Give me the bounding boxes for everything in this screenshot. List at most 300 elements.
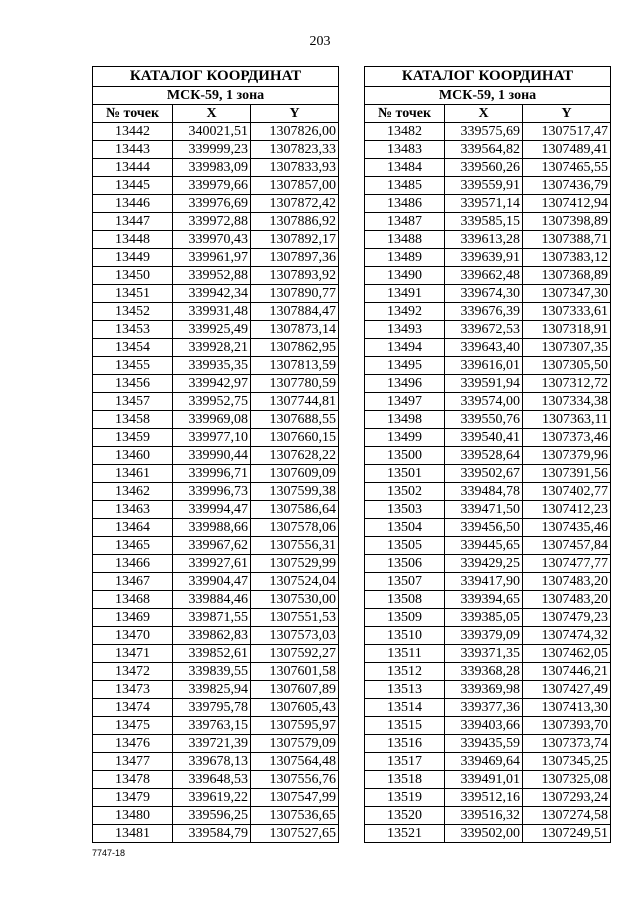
table-row [365, 807, 611, 825]
table-row [365, 213, 611, 231]
y-coordinate-cell: 1307312,72 [523, 375, 611, 393]
catalog-title: КАТАЛОГ КООРДИНАТ [93, 67, 339, 87]
point-number-cell: 13513 [365, 681, 445, 699]
y-coordinate-cell: 1307435,46 [523, 519, 611, 537]
x-coordinate-cell: 339969,08 [173, 411, 251, 429]
y-coordinate-cell: 1307307,35 [523, 339, 611, 357]
x-coordinate-cell: 339616,01 [445, 357, 523, 375]
y-coordinate-cell: 1307833,93 [251, 159, 339, 177]
x-coordinate-cell: 339502,67 [445, 465, 523, 483]
point-number-cell: 13486 [365, 195, 445, 213]
y-coordinate-cell: 1307599,38 [251, 483, 339, 501]
x-coordinate-cell: 339972,88 [173, 213, 251, 231]
y-coordinate-cell: 1307483,20 [523, 591, 611, 609]
x-coordinate-cell: 339591,94 [445, 375, 523, 393]
point-number-cell: 13448 [93, 231, 173, 249]
table-row [365, 573, 611, 591]
x-coordinate-cell: 339999,23 [173, 141, 251, 159]
point-number-cell: 13505 [365, 537, 445, 555]
table-row [365, 249, 611, 267]
point-number-cell: 13487 [365, 213, 445, 231]
point-number-cell: 13472 [93, 663, 173, 681]
table-row [93, 267, 339, 285]
x-coordinate-cell: 339996,73 [173, 483, 251, 501]
x-coordinate-cell: 339403,66 [445, 717, 523, 735]
point-number-cell: 13506 [365, 555, 445, 573]
x-coordinate-cell: 339369,98 [445, 681, 523, 699]
y-coordinate-cell: 1307402,77 [523, 483, 611, 501]
table-row [93, 249, 339, 267]
table-row [93, 411, 339, 429]
x-coordinate-cell: 339952,75 [173, 393, 251, 411]
table-row [365, 411, 611, 429]
column-header-point: № точек [365, 105, 445, 123]
y-coordinate-cell: 1307744,81 [251, 393, 339, 411]
y-coordinate-cell: 1307578,06 [251, 519, 339, 537]
table-row [93, 789, 339, 807]
point-number-cell: 13478 [93, 771, 173, 789]
table-row [365, 483, 611, 501]
y-coordinate-cell: 1307780,59 [251, 375, 339, 393]
table-row [93, 321, 339, 339]
y-coordinate-cell: 1307391,56 [523, 465, 611, 483]
y-coordinate-cell: 1307465,55 [523, 159, 611, 177]
table-row [93, 429, 339, 447]
y-coordinate-cell: 1307347,30 [523, 285, 611, 303]
point-number-cell: 13451 [93, 285, 173, 303]
x-coordinate-cell: 339925,49 [173, 321, 251, 339]
table-row [365, 825, 611, 843]
table-row [365, 141, 611, 159]
table-row [365, 375, 611, 393]
y-coordinate-cell: 1307862,95 [251, 339, 339, 357]
y-coordinate-cell: 1307556,76 [251, 771, 339, 789]
x-coordinate-cell: 339721,39 [173, 735, 251, 753]
y-coordinate-cell: 1307318,91 [523, 321, 611, 339]
y-coordinate-cell: 1307872,42 [251, 195, 339, 213]
table-row [93, 735, 339, 753]
catalog-title: КАТАЛОГ КООРДИНАТ [365, 67, 611, 87]
y-coordinate-cell: 1307334,38 [523, 393, 611, 411]
y-coordinate-cell: 1307527,65 [251, 825, 339, 843]
point-number-cell: 13455 [93, 357, 173, 375]
x-coordinate-cell: 339672,53 [445, 321, 523, 339]
table-row [93, 195, 339, 213]
y-coordinate-cell: 1307884,47 [251, 303, 339, 321]
point-number-cell: 13500 [365, 447, 445, 465]
table-row [93, 771, 339, 789]
y-coordinate-cell: 1307412,23 [523, 501, 611, 519]
y-coordinate-cell: 1307823,33 [251, 141, 339, 159]
x-coordinate-cell: 339445,65 [445, 537, 523, 555]
x-coordinate-cell: 339559,91 [445, 177, 523, 195]
point-number-cell: 13501 [365, 465, 445, 483]
y-coordinate-cell: 1307890,77 [251, 285, 339, 303]
y-coordinate-cell: 1307479,23 [523, 609, 611, 627]
table-row [365, 771, 611, 789]
table-row [93, 699, 339, 717]
x-coordinate-cell: 339560,26 [445, 159, 523, 177]
y-coordinate-cell: 1307595,97 [251, 717, 339, 735]
point-number-cell: 13457 [93, 393, 173, 411]
table-row [93, 465, 339, 483]
x-coordinate-cell: 339678,13 [173, 753, 251, 771]
x-coordinate-cell: 339795,78 [173, 699, 251, 717]
x-coordinate-cell: 339540,41 [445, 429, 523, 447]
x-coordinate-cell: 339584,79 [173, 825, 251, 843]
x-coordinate-cell: 339648,53 [173, 771, 251, 789]
x-coordinate-cell: 339471,50 [445, 501, 523, 519]
table-row [365, 645, 611, 663]
x-coordinate-cell: 339967,62 [173, 537, 251, 555]
coordinate-catalog-right [364, 66, 611, 843]
point-number-cell: 13497 [365, 393, 445, 411]
y-coordinate-cell: 1307398,89 [523, 213, 611, 231]
point-number-cell: 13494 [365, 339, 445, 357]
x-coordinate-cell: 339550,76 [445, 411, 523, 429]
y-coordinate-cell: 1307373,74 [523, 735, 611, 753]
table-row [365, 627, 611, 645]
x-coordinate-cell: 339619,22 [173, 789, 251, 807]
table-row [365, 321, 611, 339]
point-number-cell: 13461 [93, 465, 173, 483]
point-number-cell: 13476 [93, 735, 173, 753]
y-coordinate-cell: 1307249,51 [523, 825, 611, 843]
x-coordinate-cell: 339435,59 [445, 735, 523, 753]
x-coordinate-cell: 339961,97 [173, 249, 251, 267]
y-coordinate-cell: 1307813,59 [251, 357, 339, 375]
y-coordinate-cell: 1307551,53 [251, 609, 339, 627]
y-coordinate-cell: 1307293,24 [523, 789, 611, 807]
table-row [365, 339, 611, 357]
table-row [93, 285, 339, 303]
table-row [365, 231, 611, 249]
point-number-cell: 13508 [365, 591, 445, 609]
point-number-cell: 13479 [93, 789, 173, 807]
y-coordinate-cell: 1307564,48 [251, 753, 339, 771]
y-coordinate-cell: 1307413,30 [523, 699, 611, 717]
y-coordinate-cell: 1307586,64 [251, 501, 339, 519]
x-coordinate-cell: 339994,47 [173, 501, 251, 519]
table-row [365, 537, 611, 555]
table-row [93, 681, 339, 699]
table-row [365, 789, 611, 807]
point-number-cell: 13459 [93, 429, 173, 447]
x-coordinate-cell: 339456,50 [445, 519, 523, 537]
point-number-cell: 13485 [365, 177, 445, 195]
y-coordinate-cell: 1307333,61 [523, 303, 611, 321]
point-number-cell: 13503 [365, 501, 445, 519]
y-coordinate-cell: 1307436,79 [523, 177, 611, 195]
x-coordinate-cell: 339596,25 [173, 807, 251, 825]
y-coordinate-cell: 1307305,50 [523, 357, 611, 375]
point-number-cell: 13495 [365, 357, 445, 375]
x-coordinate-cell: 339935,35 [173, 357, 251, 375]
x-coordinate-cell: 340021,51 [173, 123, 251, 141]
y-coordinate-cell: 1307462,05 [523, 645, 611, 663]
point-number-cell: 13442 [93, 123, 173, 141]
y-coordinate-cell: 1307383,12 [523, 249, 611, 267]
x-coordinate-cell: 339643,40 [445, 339, 523, 357]
x-coordinate-cell: 339976,69 [173, 195, 251, 213]
x-coordinate-cell: 339417,90 [445, 573, 523, 591]
y-coordinate-cell: 1307388,71 [523, 231, 611, 249]
y-coordinate-cell: 1307489,41 [523, 141, 611, 159]
point-number-cell: 13470 [93, 627, 173, 645]
point-number-cell: 13467 [93, 573, 173, 591]
y-coordinate-cell: 1307530,00 [251, 591, 339, 609]
point-number-cell: 13489 [365, 249, 445, 267]
y-coordinate-cell: 1307536,65 [251, 807, 339, 825]
y-coordinate-cell: 1307524,04 [251, 573, 339, 591]
point-number-cell: 13450 [93, 267, 173, 285]
x-coordinate-cell: 339564,82 [445, 141, 523, 159]
point-number-cell: 13445 [93, 177, 173, 195]
x-coordinate-cell: 339862,83 [173, 627, 251, 645]
point-number-cell: 13514 [365, 699, 445, 717]
x-coordinate-cell: 339852,61 [173, 645, 251, 663]
point-number-cell: 13521 [365, 825, 445, 843]
table-row [93, 393, 339, 411]
x-coordinate-cell: 339825,94 [173, 681, 251, 699]
x-coordinate-cell: 339904,47 [173, 573, 251, 591]
y-coordinate-cell: 1307893,92 [251, 267, 339, 285]
x-coordinate-cell: 339884,46 [173, 591, 251, 609]
catalog-body-left [93, 123, 339, 843]
column-header-point: № точек [93, 105, 173, 123]
point-number-cell: 13449 [93, 249, 173, 267]
point-number-cell: 13443 [93, 141, 173, 159]
table-row [93, 753, 339, 771]
table-row [93, 213, 339, 231]
y-coordinate-cell: 1307556,31 [251, 537, 339, 555]
x-coordinate-cell: 339575,69 [445, 123, 523, 141]
x-coordinate-cell: 339979,66 [173, 177, 251, 195]
table-row [93, 303, 339, 321]
x-coordinate-cell: 339385,05 [445, 609, 523, 627]
x-coordinate-cell: 339996,71 [173, 465, 251, 483]
table-row [365, 195, 611, 213]
table-row [93, 519, 339, 537]
catalog-body-right [365, 123, 611, 843]
column-header-x: X [173, 105, 251, 123]
point-number-cell: 13465 [93, 537, 173, 555]
x-coordinate-cell: 339763,15 [173, 717, 251, 735]
y-coordinate-cell: 1307457,84 [523, 537, 611, 555]
table-row [365, 501, 611, 519]
x-coordinate-cell: 339839,55 [173, 663, 251, 681]
table-row [93, 591, 339, 609]
y-coordinate-cell: 1307363,11 [523, 411, 611, 429]
point-number-cell: 13452 [93, 303, 173, 321]
point-number-cell: 13502 [365, 483, 445, 501]
y-coordinate-cell: 1307474,32 [523, 627, 611, 645]
table-row [93, 447, 339, 465]
y-coordinate-cell: 1307529,99 [251, 555, 339, 573]
table-row [365, 393, 611, 411]
column-header-y: Y [523, 105, 611, 123]
table-row [93, 627, 339, 645]
point-number-cell: 13520 [365, 807, 445, 825]
y-coordinate-cell: 1307427,49 [523, 681, 611, 699]
y-coordinate-cell: 1307393,70 [523, 717, 611, 735]
y-coordinate-cell: 1307897,36 [251, 249, 339, 267]
point-number-cell: 13491 [365, 285, 445, 303]
point-number-cell: 13474 [93, 699, 173, 717]
x-coordinate-cell: 339613,28 [445, 231, 523, 249]
point-number-cell: 13460 [93, 447, 173, 465]
x-coordinate-cell: 339379,09 [445, 627, 523, 645]
point-number-cell: 13458 [93, 411, 173, 429]
table-row [365, 357, 611, 375]
y-coordinate-cell: 1307517,47 [523, 123, 611, 141]
x-coordinate-cell: 339871,55 [173, 609, 251, 627]
y-coordinate-cell: 1307477,77 [523, 555, 611, 573]
x-coordinate-cell: 339983,09 [173, 159, 251, 177]
table-row [365, 123, 611, 141]
x-coordinate-cell: 339368,28 [445, 663, 523, 681]
x-coordinate-cell: 339377,36 [445, 699, 523, 717]
table-row [93, 231, 339, 249]
point-number-cell: 13480 [93, 807, 173, 825]
table-row [365, 447, 611, 465]
table-row [365, 285, 611, 303]
point-number-cell: 13515 [365, 717, 445, 735]
zone-label: МСК-59, 1 зона [93, 87, 339, 105]
x-coordinate-cell: 339990,44 [173, 447, 251, 465]
point-number-cell: 13499 [365, 429, 445, 447]
table-row [93, 645, 339, 663]
y-coordinate-cell: 1307379,96 [523, 447, 611, 465]
y-coordinate-cell: 1307857,00 [251, 177, 339, 195]
point-number-cell: 13463 [93, 501, 173, 519]
table-row [365, 753, 611, 771]
point-number-cell: 13509 [365, 609, 445, 627]
table-row [93, 159, 339, 177]
point-number-cell: 13456 [93, 375, 173, 393]
y-coordinate-cell: 1307579,09 [251, 735, 339, 753]
point-number-cell: 13477 [93, 753, 173, 771]
x-coordinate-cell: 339970,43 [173, 231, 251, 249]
table-row [93, 537, 339, 555]
point-number-cell: 13483 [365, 141, 445, 159]
table-row [365, 717, 611, 735]
y-coordinate-cell: 1307688,55 [251, 411, 339, 429]
table-row [365, 267, 611, 285]
point-number-cell: 13512 [365, 663, 445, 681]
y-coordinate-cell: 1307373,46 [523, 429, 611, 447]
point-number-cell: 13516 [365, 735, 445, 753]
point-number-cell: 13510 [365, 627, 445, 645]
point-number-cell: 13466 [93, 555, 173, 573]
x-coordinate-cell: 339931,48 [173, 303, 251, 321]
point-number-cell: 13496 [365, 375, 445, 393]
x-coordinate-cell: 339988,66 [173, 519, 251, 537]
y-coordinate-cell: 1307573,03 [251, 627, 339, 645]
coordinate-catalog-left [92, 66, 339, 843]
table-row [365, 663, 611, 681]
table-row [93, 663, 339, 681]
point-number-cell: 13468 [93, 591, 173, 609]
x-coordinate-cell: 339585,15 [445, 213, 523, 231]
page-number: 203 [309, 34, 331, 49]
y-coordinate-cell: 1307446,21 [523, 663, 611, 681]
point-number-cell: 13492 [365, 303, 445, 321]
point-number-cell: 13493 [365, 321, 445, 339]
table-row [365, 591, 611, 609]
x-coordinate-cell: 339928,21 [173, 339, 251, 357]
y-coordinate-cell: 1307274,58 [523, 807, 611, 825]
y-coordinate-cell: 1307345,25 [523, 753, 611, 771]
point-number-cell: 13453 [93, 321, 173, 339]
y-coordinate-cell: 1307609,09 [251, 465, 339, 483]
x-coordinate-cell: 339574,00 [445, 393, 523, 411]
x-coordinate-cell: 339662,48 [445, 267, 523, 285]
x-coordinate-cell: 339469,64 [445, 753, 523, 771]
table-row [93, 483, 339, 501]
table-row [93, 825, 339, 843]
point-number-cell: 13518 [365, 771, 445, 789]
table-row [365, 429, 611, 447]
y-coordinate-cell: 1307607,89 [251, 681, 339, 699]
y-coordinate-cell: 1307886,92 [251, 213, 339, 231]
x-coordinate-cell: 339502,00 [445, 825, 523, 843]
y-coordinate-cell: 1307826,00 [251, 123, 339, 141]
table-row [365, 555, 611, 573]
point-number-cell: 13507 [365, 573, 445, 591]
table-row [93, 141, 339, 159]
x-coordinate-cell: 339394,65 [445, 591, 523, 609]
y-coordinate-cell: 1307628,22 [251, 447, 339, 465]
x-coordinate-cell: 339516,32 [445, 807, 523, 825]
table-row [93, 357, 339, 375]
point-number-cell: 13464 [93, 519, 173, 537]
point-number-cell: 13504 [365, 519, 445, 537]
x-coordinate-cell: 339942,34 [173, 285, 251, 303]
y-coordinate-cell: 1307368,89 [523, 267, 611, 285]
table-row [93, 573, 339, 591]
table-row [365, 681, 611, 699]
y-coordinate-cell: 1307660,15 [251, 429, 339, 447]
point-number-cell: 13475 [93, 717, 173, 735]
point-number-cell: 13481 [93, 825, 173, 843]
x-coordinate-cell: 339674,30 [445, 285, 523, 303]
y-coordinate-cell: 1307873,14 [251, 321, 339, 339]
y-coordinate-cell: 1307325,08 [523, 771, 611, 789]
zone-label: МСК-59, 1 зона [365, 87, 611, 105]
point-number-cell: 13454 [93, 339, 173, 357]
table-row [365, 159, 611, 177]
table-row [365, 303, 611, 321]
point-number-cell: 13484 [365, 159, 445, 177]
y-coordinate-cell: 1307547,99 [251, 789, 339, 807]
y-coordinate-cell: 1307892,17 [251, 231, 339, 249]
y-coordinate-cell: 1307412,94 [523, 195, 611, 213]
table-row [365, 699, 611, 717]
x-coordinate-cell: 339639,91 [445, 249, 523, 267]
table-row [365, 609, 611, 627]
y-coordinate-cell: 1307483,20 [523, 573, 611, 591]
point-number-cell: 13473 [93, 681, 173, 699]
table-row [93, 177, 339, 195]
y-coordinate-cell: 1307592,27 [251, 645, 339, 663]
table-row [93, 555, 339, 573]
y-coordinate-cell: 1307605,43 [251, 699, 339, 717]
point-number-cell: 13447 [93, 213, 173, 231]
point-number-cell: 13517 [365, 753, 445, 771]
x-coordinate-cell: 339571,14 [445, 195, 523, 213]
table-row [365, 519, 611, 537]
